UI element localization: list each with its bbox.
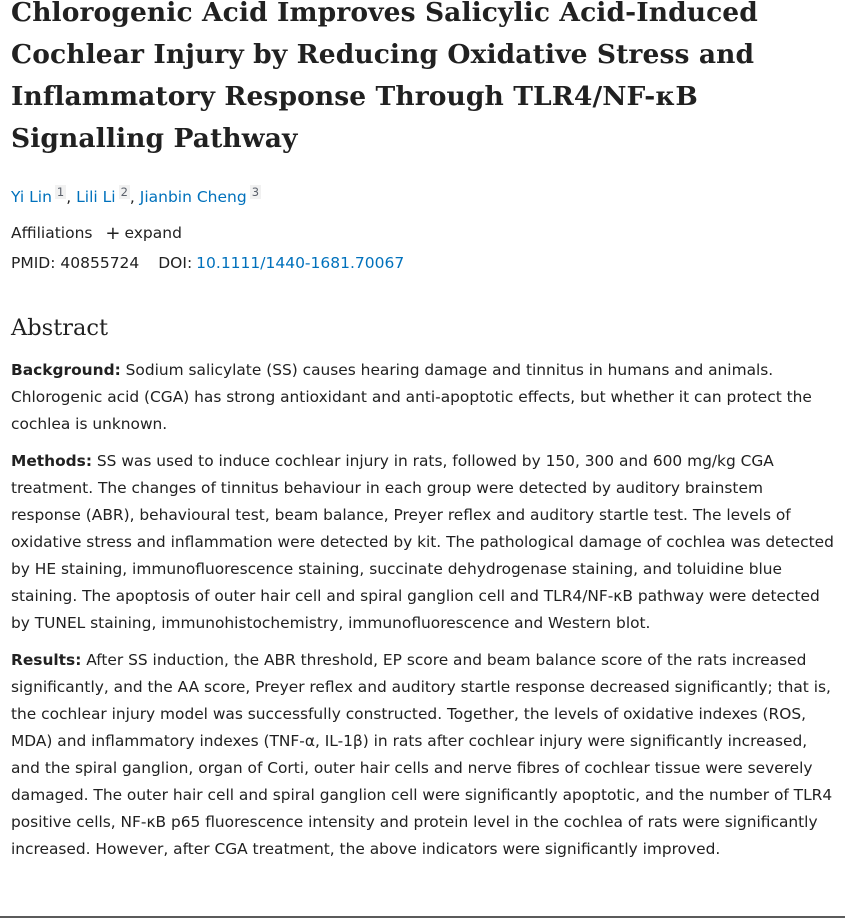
doi-link[interactable]: 10.1111/1440-1681.70067 [196, 254, 405, 272]
author-separator: , [66, 188, 72, 206]
plus-icon: + [105, 223, 121, 244]
author-item [11, 185, 66, 206]
section-text: After SS induction, the ABR threshold, EP score and beam balance score of the rats increased significantly, and the AA score, Preyer reflex and auditory startle response decreased significantly; that is, the cochlear injury model was successfully constructed. Together, the levels of oxidative indexes (ROS, MDA) and inflammatory indexes (TNF-α, IL-1β) in rats after cochlear injury were significantly increased, and the spiral ganglion, organ of Corti, outer hair cells and nerve fibres of cochlear tissue were severely damaged. The outer hair cell and spiral ganglion cell were significantly apoptotic, and the number of TLR4 positive cells, NF-κB p65 fluorescence intensity and protein level in the cochlea of rats were significantly increased. However, after CGA treatment, the above indicators were significantly improved. [11, 651, 833, 858]
affiliations-expand-button[interactable] [105, 224, 182, 242]
section-text: SS was used to induce cochlear injury in rats, followed by 150, 300 and 600 mg/kg CGA treatment. The changes of tinnitus behaviour in each group were detected by auditory brainstem response (ABR), behavioural test, beam balance, Preyer reflex and auditory startle test. The levels of oxidative stress and inflammation were detected by kit. The pathological damage of cochlea was detected by HE staining, immunofluorescence staining, succinate dehydrogenase staining, and toluidine blue staining. The apoptosis of outer hair cell and spiral ganglion cell and TLR4/NF-κB pathway were detected by TUNEL staining, immunohistochemistry, immunofluorescence and Western blot. [11, 452, 834, 632]
pmid-value: 40855724 [60, 254, 140, 272]
horizontal-scrollbar[interactable] [0, 916, 845, 918]
author-separator: , [129, 188, 135, 206]
abstract-background [11, 357, 836, 438]
section-label: Methods: [11, 452, 92, 470]
author-link[interactable]: Yi Lin [11, 188, 52, 206]
abstract-heading: Abstract [11, 315, 109, 341]
affiliations-row [11, 221, 182, 246]
author-item [139, 185, 261, 206]
abstract-results [11, 647, 836, 863]
affiliation-number[interactable]: 2 [120, 185, 128, 199]
article-title: Chlorogenic Acid Improves Salicylic Acid-Induced Cochlear Injury by Reducing Oxidative Stress and Inflammatory Response Through TLR4/NF-κB Signalling Pathway [11, 0, 758, 154]
doi-label: DOI: [158, 254, 193, 272]
abstract-methods [11, 448, 836, 637]
affiliations-label: Affiliations [11, 224, 93, 242]
author-list [11, 180, 261, 209]
affiliation-number[interactable]: 3 [251, 185, 260, 199]
author-link[interactable]: Jianbin Cheng [139, 188, 247, 206]
expand-label: expand [124, 224, 182, 242]
section-label: Background: [11, 361, 121, 379]
pmid-label: PMID: [11, 254, 56, 272]
section-text: Sodium salicylate (SS) causes hearing damage and tinnitus in humans and animals. Chlorogenic acid (CGA) has strong antioxidant and anti-apoptotic effects, but whether it can protect the cochlea is unknown. [11, 361, 812, 433]
affiliation-number[interactable]: 1 [56, 185, 65, 199]
abstract-body [11, 357, 836, 873]
author-item [76, 185, 130, 206]
identifiers-row [11, 251, 404, 275]
author-link[interactable]: Lili Li [76, 188, 116, 206]
section-label: Results: [11, 651, 82, 669]
